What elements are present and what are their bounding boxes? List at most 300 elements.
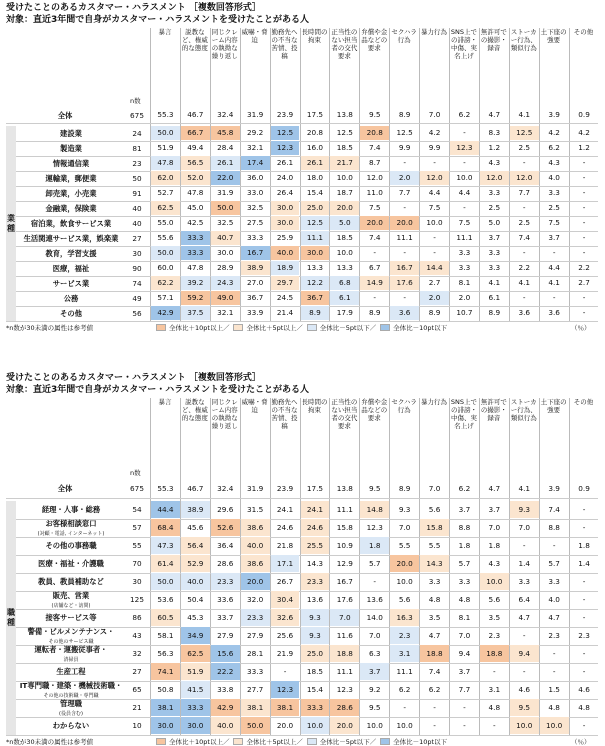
legend-label: 全体比＋10pt以上／: [169, 738, 230, 746]
value-cell: 5.7: [548, 559, 560, 568]
value-cell: 10.0: [540, 717, 569, 734]
table-row: [6, 201, 598, 216]
value-cell: 13.3: [306, 263, 324, 272]
row-label: [18, 261, 124, 276]
value-cell: 9.9: [428, 143, 441, 152]
row-label-text: 金融業，保険業: [45, 204, 97, 213]
value-cell: 28.1: [247, 649, 264, 658]
row-label-text: その他: [60, 309, 82, 318]
value-cell: 12.5: [396, 128, 413, 137]
value-cell: -: [433, 233, 436, 242]
row-label-text: その他の事務職: [45, 541, 97, 550]
value-cell: 4.4: [428, 188, 441, 197]
n-count: 43: [132, 631, 142, 640]
table-title: 受けたことのあるカスタマー・ハラスメント ［複数回答形式］: [6, 373, 261, 383]
value-cell: 4.1: [518, 484, 531, 493]
value-cell: 4.3: [488, 559, 501, 568]
value-cell: 2.2: [578, 263, 590, 272]
row-label-text: わからない: [52, 721, 90, 730]
value-cell: 7.5: [428, 203, 441, 212]
value-cell: 12.3: [271, 141, 300, 155]
row-label: [18, 555, 124, 573]
value-cell: 4.1: [548, 278, 560, 287]
value-cell: 40.0: [211, 717, 240, 734]
value-cell: -: [433, 158, 436, 167]
value-cell: 4.0: [548, 173, 560, 182]
row-label-text: 情報通信業: [52, 159, 90, 168]
n-count: 50: [132, 174, 142, 183]
table-row: [6, 126, 598, 141]
value-cell: 33.3: [247, 667, 264, 676]
table-subtitle: 対象：直近3年間で自身がカスタマー・ハラスメントを受けたことがある人: [6, 15, 309, 25]
value-cell: 47.8: [151, 156, 180, 170]
value-cell: 4.3: [488, 158, 501, 167]
value-cell: 16.7: [390, 261, 419, 275]
value-cell: -: [433, 721, 436, 730]
value-cell: 8.3: [488, 128, 501, 137]
value-cell: 8.8: [548, 523, 560, 532]
column-header: 暴言: [158, 28, 172, 36]
value-cell: 17.5: [306, 110, 324, 119]
value-cell: 5.5: [398, 541, 411, 550]
row-label: [18, 573, 124, 591]
value-cell: 12.0: [510, 171, 539, 185]
row-label-text: 医療・福祉・介護職: [38, 559, 104, 568]
column-header: 長時間の拘束: [301, 398, 328, 414]
value-cell: 10.0: [301, 717, 330, 734]
value-cell: 0.9: [578, 110, 590, 119]
value-cell: 7.0: [428, 110, 441, 119]
value-cell: -: [522, 158, 526, 167]
value-cell: 9.5: [510, 699, 539, 716]
value-cell: 7.4: [518, 233, 531, 242]
table-row: [6, 537, 598, 555]
legend-label: 全体比＋5pt以上／: [246, 738, 303, 746]
value-cell: 5.0: [488, 218, 501, 227]
row-label-text: 警備・ビルメンテナンス・: [27, 627, 115, 636]
value-cell: 4.8: [428, 595, 441, 604]
table-row: [6, 501, 598, 519]
value-cell: 3.7: [488, 233, 501, 242]
legend-label: 全体比－10pt以下: [393, 738, 448, 746]
value-cell: -: [403, 248, 406, 257]
value-cell: 10.7: [456, 308, 473, 317]
n-count: 21: [132, 703, 142, 712]
row-label-text: 建設業: [60, 129, 82, 138]
value-cell: 4.6: [578, 685, 590, 694]
value-cell: 9.2: [368, 685, 381, 694]
value-cell: 40.0: [181, 573, 210, 590]
row-divider: [6, 321, 598, 322]
value-cell: 27.9: [217, 631, 234, 640]
column-header: 暴力行為: [421, 28, 448, 36]
value-cell: 3.6: [548, 308, 560, 317]
footnote: *n数が30未満の属性は参考値: [6, 738, 94, 746]
table-row: [6, 246, 598, 261]
value-cell: 9.5: [368, 110, 381, 119]
value-cell: 68.4: [151, 519, 180, 536]
value-cell: 50.0: [151, 126, 180, 140]
value-cell: 6.3: [368, 649, 381, 658]
value-cell: 38.9: [181, 501, 210, 518]
row-label: [6, 108, 124, 123]
value-cell: 25.0: [301, 201, 330, 215]
value-cell: 22.2: [211, 663, 240, 680]
value-cell: 38.6: [241, 555, 270, 572]
value-cell: 4.8: [578, 703, 590, 712]
value-cell: 74.1: [151, 663, 180, 680]
value-cell: 42.5: [187, 218, 204, 227]
value-cell: 45.8: [211, 126, 240, 140]
value-cell: 8.9: [398, 484, 411, 493]
value-cell: 7.0: [488, 523, 501, 532]
value-cell: 4.6: [518, 685, 531, 694]
value-cell: 27.0: [247, 278, 264, 287]
value-cell: 55.0: [157, 218, 174, 227]
value-cell: 25.5: [301, 537, 330, 554]
row-label-text: 運輸業，郵便業: [45, 174, 97, 183]
value-cell: 3.3: [488, 263, 501, 272]
value-cell: 62.5: [181, 645, 210, 662]
column-header: SNS上での誹謗・中傷、実名上げ: [450, 398, 477, 430]
value-cell: 18.0: [306, 173, 324, 182]
value-cell: 18.5: [336, 233, 353, 242]
row-label-sub: 清掃員: [63, 657, 79, 663]
value-cell: 21.8: [276, 541, 294, 550]
table-row: [6, 276, 598, 291]
value-cell: 3.7: [548, 233, 560, 242]
value-cell: 9.3: [398, 505, 411, 514]
value-cell: 9.3: [510, 501, 539, 518]
value-cell: -: [522, 293, 526, 302]
percent-unit: （％）: [571, 738, 591, 746]
value-cell: 3.9: [548, 484, 560, 493]
value-cell: 45.3: [187, 613, 204, 622]
value-cell: 23.3: [241, 609, 270, 626]
value-cell: 20.8: [306, 128, 324, 137]
value-cell: -: [582, 667, 586, 676]
value-cell: 3.3: [518, 577, 531, 586]
value-cell: 11.6: [336, 631, 353, 640]
value-cell: 8.9: [301, 306, 330, 320]
value-cell: 20.0: [360, 216, 389, 230]
table-row: [6, 216, 598, 231]
value-cell: 12.9: [336, 559, 353, 568]
value-cell: -: [552, 293, 556, 302]
n-count: 74: [132, 279, 142, 288]
value-cell: 17.1: [271, 555, 300, 572]
row-label-sub: (役員含む): [59, 711, 83, 717]
value-cell: 10.0: [336, 173, 353, 182]
value-cell: 7.4: [428, 667, 441, 676]
value-cell: -: [552, 649, 556, 658]
value-cell: 17.6: [336, 595, 353, 604]
value-cell: 13.8: [336, 484, 353, 493]
footnote: *n数が30未満の属性は参考値: [6, 324, 94, 332]
value-cell: 5.0: [330, 216, 359, 230]
value-cell: 6.1: [330, 291, 359, 305]
table-row: [6, 681, 598, 699]
value-cell: 18.8: [330, 645, 359, 662]
n-count: 57: [132, 523, 142, 532]
value-cell: 3.3: [428, 577, 441, 586]
value-cell: 17.6: [390, 276, 419, 290]
value-cell: 32.0: [247, 595, 264, 604]
row-label: [18, 501, 124, 519]
value-cell: 23.3: [211, 573, 240, 590]
value-cell: -: [582, 505, 586, 514]
column-header: ストーカー行為、類似行為: [510, 398, 537, 422]
value-cell: 32.5: [217, 218, 234, 227]
value-cell: -: [463, 158, 466, 167]
value-cell: -: [433, 248, 436, 257]
value-cell: 26.4: [276, 188, 294, 197]
value-cell: 33.3: [301, 699, 330, 716]
value-cell: 1.8: [488, 541, 501, 550]
value-cell: 36.7: [301, 291, 330, 305]
value-cell: 4.7: [488, 110, 501, 119]
value-cell: 4.4: [458, 188, 471, 197]
value-cell: 9.9: [398, 143, 411, 152]
value-cell: -: [582, 308, 586, 317]
table-row: [6, 306, 598, 321]
value-cell: 31.9: [247, 110, 264, 119]
row-label: [18, 291, 124, 306]
value-cell: -: [582, 721, 586, 730]
n-count: 27: [132, 234, 142, 243]
n-count: 24: [132, 129, 142, 138]
n-count: 30: [132, 249, 142, 258]
value-cell: 23.9: [276, 110, 294, 119]
value-cell: -: [582, 649, 586, 658]
table-row: [6, 591, 598, 609]
value-cell: 12.2: [301, 276, 330, 290]
value-cell: 17.4: [241, 156, 270, 170]
value-cell: 16.7: [336, 577, 353, 586]
legend-label: 全体比－5pt以下／: [319, 324, 377, 332]
value-cell: -: [522, 631, 526, 640]
value-cell: 12.3: [450, 141, 479, 155]
value-cell: -: [463, 128, 466, 137]
value-cell: 1.4: [518, 559, 531, 568]
value-cell: 33.0: [247, 188, 264, 197]
n-count: 86: [132, 613, 142, 622]
value-cell: 12.5: [510, 126, 539, 140]
legend-swatch: [380, 324, 390, 331]
value-cell: 11.1: [456, 233, 473, 242]
value-cell: 2.7: [578, 278, 590, 287]
table-row: [6, 231, 598, 246]
value-cell: 29.2: [247, 128, 264, 137]
value-cell: 1.4: [578, 559, 590, 568]
value-cell: 6.2: [398, 685, 411, 694]
row-label: [18, 627, 124, 645]
value-cell: 11.1: [396, 233, 413, 242]
value-cell: 2.0: [458, 293, 471, 302]
value-cell: 2.3: [488, 631, 501, 640]
row-label: [18, 681, 124, 699]
n-count: 91: [132, 189, 142, 198]
value-cell: 1.8: [458, 541, 471, 550]
column-header: 正当性のない担当者の交代要求: [331, 398, 358, 430]
value-cell: 34.9: [181, 627, 210, 644]
value-cell: 7.7: [518, 188, 531, 197]
value-cell: 33.9: [247, 308, 264, 317]
column-header: 土下座の強要: [540, 398, 567, 414]
value-cell: 24.1: [301, 501, 330, 518]
value-cell: 2.5: [548, 203, 560, 212]
value-cell: 26.1: [211, 156, 240, 170]
value-cell: 10.0: [456, 173, 473, 182]
legend-swatch: [156, 738, 166, 745]
value-cell: 20.8: [360, 126, 389, 140]
table-row: [6, 291, 598, 306]
row-label-text: 経理・人事・総務: [41, 505, 101, 514]
value-cell: 13.8: [336, 110, 353, 119]
value-cell: -: [433, 703, 436, 712]
value-cell: 4.2: [428, 128, 441, 137]
value-cell: 33.8: [217, 685, 234, 694]
n-count: 49: [132, 294, 142, 303]
row-label: [18, 216, 124, 231]
value-cell: 11.1: [336, 505, 353, 514]
value-cell: 2.3: [548, 631, 560, 640]
value-cell: 38.1: [151, 699, 180, 716]
value-cell: 4.4: [548, 263, 560, 272]
n-count: 56: [132, 309, 142, 318]
value-cell: 32.6: [271, 609, 300, 626]
value-cell: 25.6: [276, 631, 294, 640]
value-cell: 4.8: [458, 595, 471, 604]
value-cell: 3.3: [548, 188, 560, 197]
value-cell: 33.3: [247, 233, 264, 242]
value-cell: 52.6: [211, 519, 240, 536]
value-cell: 28.6: [217, 559, 234, 568]
value-cell: -: [283, 667, 287, 676]
value-cell: 15.8: [420, 519, 449, 536]
value-cell: 4.1: [518, 110, 531, 119]
value-cell: 8.8: [458, 523, 471, 532]
value-cell: 60.5: [151, 609, 180, 626]
value-cell: 6.2: [458, 110, 471, 119]
value-cell: 10.0: [510, 717, 539, 734]
table-row: [6, 663, 598, 681]
value-cell: 21.9: [276, 649, 294, 658]
value-cell: 21.4: [276, 308, 294, 317]
value-cell: 36.7: [247, 293, 264, 302]
value-cell: 14.3: [420, 555, 449, 572]
value-cell: -: [493, 721, 496, 730]
value-cell: 17.9: [336, 308, 353, 317]
value-cell: 60.0: [157, 263, 174, 272]
value-cell: 7.0: [518, 523, 531, 532]
value-cell: 5.7: [368, 559, 381, 568]
legend-swatch: [156, 324, 166, 331]
value-cell: 21.7: [330, 156, 359, 170]
value-cell: 33.6: [217, 595, 234, 604]
value-cell: -: [552, 667, 556, 676]
value-cell: 52.9: [181, 555, 210, 572]
value-cell: 3.9: [548, 110, 560, 119]
value-cell: 15.8: [336, 523, 353, 532]
value-cell: 39.2: [181, 276, 210, 290]
value-cell: 18.9: [271, 261, 300, 275]
row-label-text: 教員、教員補助など: [38, 577, 104, 586]
value-cell: 9.3: [301, 627, 330, 644]
value-cell: 11.1: [301, 231, 330, 245]
value-cell: 30.0: [301, 246, 330, 260]
value-cell: 33.3: [181, 699, 210, 716]
value-cell: 53.6: [157, 595, 174, 604]
value-cell: 33.7: [217, 613, 234, 622]
value-cell: 45.6: [187, 523, 204, 532]
value-cell: 7.7: [398, 188, 411, 197]
total-row: [6, 480, 598, 498]
value-cell: 2.3: [390, 627, 419, 644]
value-cell: 32.1: [217, 308, 234, 317]
n-count: 55: [132, 541, 142, 550]
row-label-text: 生活関連サービス業，娯楽業: [23, 234, 119, 243]
table-row: [6, 627, 598, 645]
legend-swatch: [307, 738, 317, 745]
value-cell: 6.2: [548, 143, 560, 152]
row-label: [18, 156, 124, 171]
row-label: [18, 663, 124, 681]
table-row: [6, 555, 598, 573]
value-cell: 4.0: [548, 595, 560, 604]
value-cell: 30.0: [271, 216, 300, 230]
value-cell: 18.8: [420, 645, 449, 662]
n-count: 27: [132, 667, 142, 676]
value-cell: 10.0: [336, 248, 353, 257]
legend-swatch: [307, 324, 317, 331]
value-cell: 20.0: [390, 216, 419, 230]
value-cell: -: [522, 248, 526, 257]
value-cell: 30.4: [271, 591, 300, 608]
legend-label: 全体比－5pt以下／: [319, 738, 377, 746]
value-cell: 62.2: [151, 276, 180, 290]
value-cell: 8.9: [488, 308, 501, 317]
value-cell: 50.4: [187, 595, 204, 604]
value-cell: 7.0: [398, 523, 411, 532]
value-cell: 4.7: [428, 631, 441, 640]
value-cell: 7.4: [368, 233, 381, 242]
value-cell: -: [403, 703, 406, 712]
value-cell: 2.3: [578, 631, 590, 640]
value-cell: 24.5: [276, 293, 294, 302]
value-cell: 8.9: [368, 308, 381, 317]
value-cell: 22.0: [211, 171, 240, 185]
value-cell: 56.4: [181, 537, 210, 554]
row-divider: [6, 735, 598, 736]
value-cell: 3.3: [488, 188, 501, 197]
value-cell: 11.1: [336, 667, 353, 676]
value-cell: 11.1: [396, 667, 413, 676]
value-cell: -: [582, 158, 586, 167]
row-label-text: 卸売業，小売業: [45, 189, 97, 198]
row-label: [18, 276, 124, 291]
value-cell: 0.9: [578, 484, 590, 493]
value-cell: 42.9: [151, 306, 180, 320]
row-label: [6, 480, 124, 498]
value-cell: 3.3: [458, 248, 471, 257]
n-count: 30: [132, 577, 142, 586]
table-row: [6, 141, 598, 156]
value-cell: 16.0: [306, 143, 324, 152]
industry-table-panel: [6, 2, 600, 332]
column-header: セクハラ行為: [391, 398, 417, 414]
value-cell: -: [582, 293, 586, 302]
